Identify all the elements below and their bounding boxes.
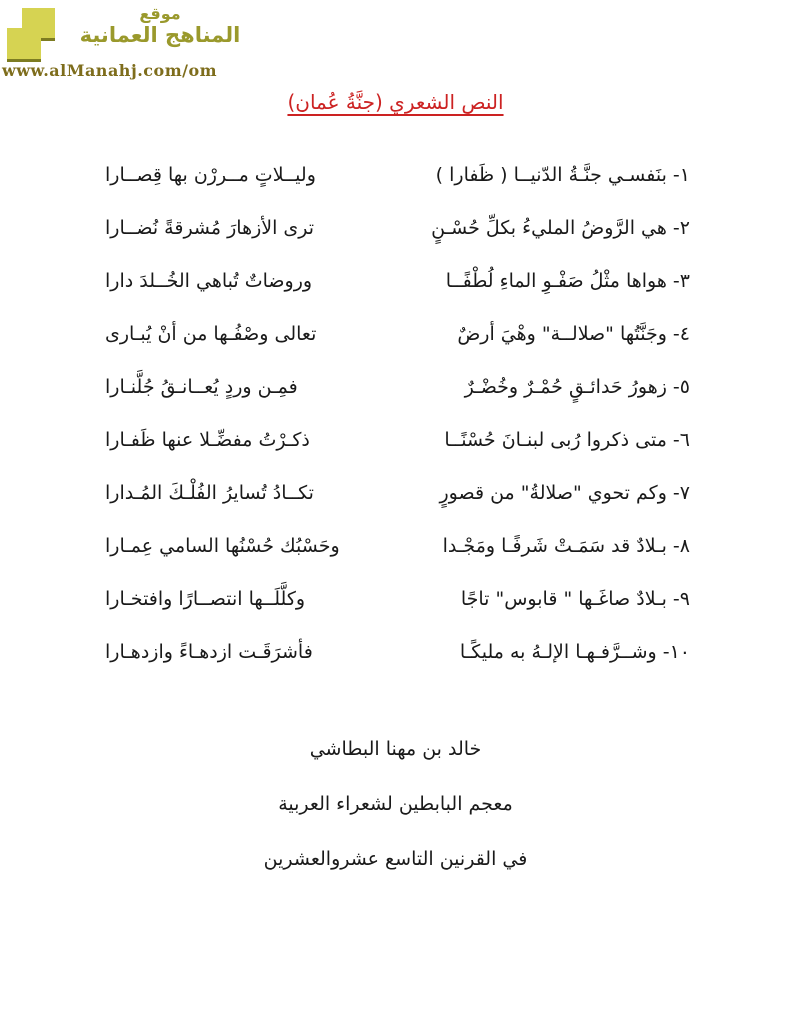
- verse-first-hemistich: ٥- زهورُ حَدائـقٍ حُمْـرٌ وخُضْـرٌ: [464, 375, 690, 398]
- poem-body: [105, 148, 690, 678]
- verse-first-hemistich: ٦- متى ذكروا رُبى لبنـانَ حُسْنًــا: [444, 428, 690, 451]
- source-title: معجم البابطين لشعراء العربية: [278, 793, 513, 815]
- logo-word-top: موقع: [139, 4, 181, 23]
- almanahj-logo: [0, 0, 260, 85]
- source-period: في القرنين التاسع عشروالعشرين: [263, 848, 528, 870]
- verse-second-hemistich: وكلَّلَــها انتصــارًا وافتخـارا: [105, 587, 306, 610]
- verse-row: [105, 307, 690, 360]
- verse-row: [105, 360, 690, 413]
- poet-name: خالد بن مهنا البطاشي: [309, 738, 482, 760]
- logo-wordmark: [60, 5, 260, 48]
- verse-second-hemistich: وحَسْبُك حُسْنُها السامي عِمـارا: [105, 534, 340, 557]
- verse-second-hemistich: تكــادُ تُسايرُ الفُلْـكَ المُـدارا: [105, 481, 314, 504]
- verse-row: [105, 148, 690, 201]
- logo-word-bottom: المناهج العمانية: [79, 23, 241, 48]
- verse-first-hemistich: ٨- بـلادٌ قد سَمَـتْ شَرفًـا ومَجْـدا: [442, 534, 690, 557]
- verse-first-hemistich: ٢- هي الرَّوضُ المليءُ بكلِّ حُسْـنٍ: [431, 216, 690, 239]
- site-url: www.alManahj.com/om: [2, 61, 218, 80]
- verse-first-hemistich: ٣- هواها مثْلُ صَفْـوِ الماءِ لُطْفًــا: [445, 269, 690, 292]
- verse-first-hemistich: ٩- بـلادٌ صاغَـها " قابوس" تاجًا: [460, 587, 690, 610]
- logo-square-icon: [7, 28, 41, 62]
- verse-second-hemistich: تعالى وصْفُـها من أنْ يُبـارى: [105, 322, 317, 345]
- verse-second-hemistich: ذكـرْتُ مفضِّـلا عنها ظَفـارا: [105, 428, 310, 451]
- page-title: النص الشعري (جنَّةُ عُمان): [287, 90, 504, 114]
- verse-first-hemistich: ١٠- وشــرَّفـهـا الإلـهُ به مليكًـا: [459, 640, 690, 663]
- verse-first-hemistich: ١- بنَفسـي جنَّـةُ الدّنيــا ( ظَفارا ): [435, 163, 690, 186]
- verse-row: [105, 519, 690, 572]
- verse-row: [105, 625, 690, 678]
- verse-row: [105, 254, 690, 307]
- verse-first-hemistich: ٤- وجَنَّتُها "صلالــة" وهْيَ أرضٌ: [457, 322, 690, 345]
- verse-second-hemistich: فمِـن وردٍ يُعــانـقُ جُلَّنـارا: [105, 375, 298, 398]
- verse-second-hemistich: وليــلاتٍ مــررْن بها قِصــارا: [105, 163, 316, 186]
- verse-row: [105, 201, 690, 254]
- verse-second-hemistich: ترى الأزهارَ مُشرقةً نُضــارا: [105, 216, 315, 239]
- verse-row: [105, 466, 690, 519]
- verse-row: [105, 572, 690, 625]
- verse-row: [105, 413, 690, 466]
- verse-first-hemistich: ٧- وكم تحوي "صلالةُ" من قصورٍ: [439, 481, 690, 504]
- attribution-block: [0, 738, 791, 903]
- verse-second-hemistich: فأشرَقَـت ازدهـاءً وازدهـارا: [105, 640, 313, 663]
- verse-second-hemistich: وروضاتٌ تُباهي الخُــلدَ دارا: [105, 269, 313, 292]
